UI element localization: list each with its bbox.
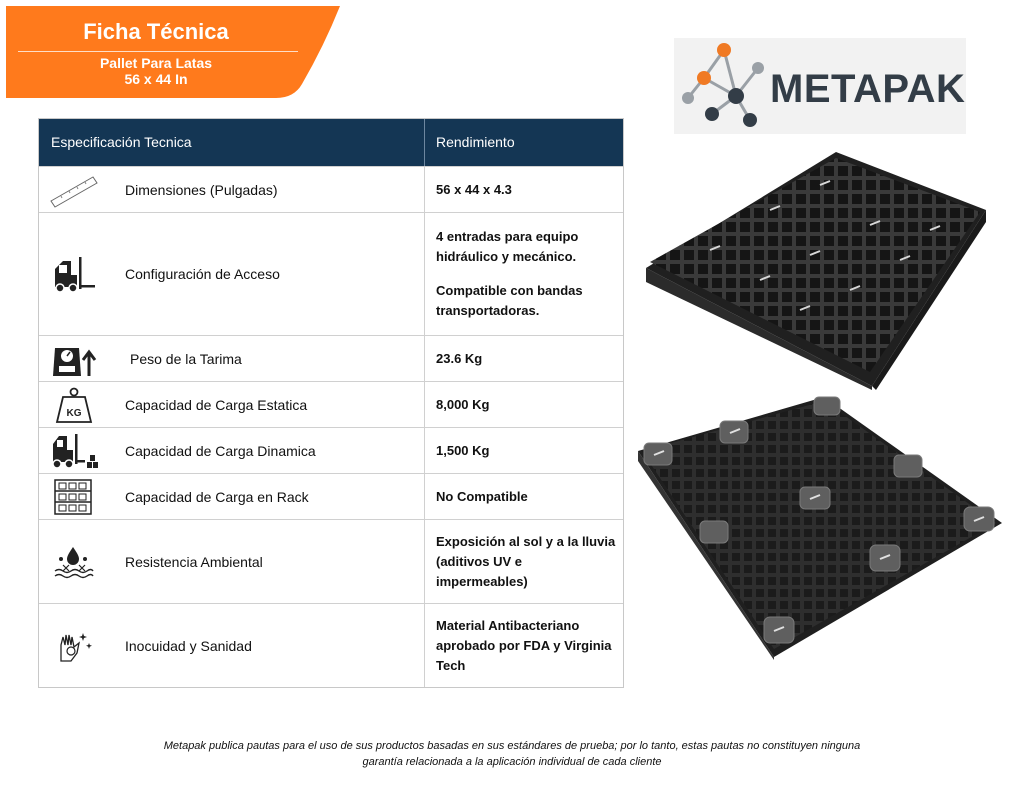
rack-icon xyxy=(49,478,99,516)
spec-value: 1,500 Kg xyxy=(436,442,490,458)
spec-label: Peso de la Tarima xyxy=(130,350,242,367)
spec-label: Capacidad de Carga Dinamica xyxy=(125,442,316,459)
weather-drops-icon xyxy=(49,543,99,581)
forklift-icon xyxy=(49,255,99,293)
table-row xyxy=(39,473,623,519)
disclaimer xyxy=(0,738,1024,770)
page-title: Ficha Técnica xyxy=(83,19,229,44)
spec-label: Dimensiones (Pulgadas) xyxy=(125,181,278,198)
spec-label: Resistencia Ambiental xyxy=(125,553,263,570)
metapak-logo xyxy=(674,38,966,134)
spec-value: Compatible con bandas transportadoras. xyxy=(436,283,583,318)
table-row xyxy=(39,381,623,427)
product-name: Pallet Para Latas xyxy=(99,55,213,71)
svg-text:KG: KG xyxy=(66,407,82,419)
disclaimer-line-1: Metapak publica pautas para el uso de sus productos basadas en sus estándares de prueba; por lo tanto, estas pautas no constituyen ninguna xyxy=(163,740,861,752)
spec-value: 4 entradas para equipo hidráulico y mecánico. xyxy=(436,229,579,264)
spec-label: Configuración de Acceso xyxy=(125,266,280,282)
table-row xyxy=(39,603,623,687)
table-row xyxy=(39,519,623,603)
table-row xyxy=(39,335,623,381)
ruler-icon xyxy=(49,171,99,209)
spec-value: Exposición al sol y a la lluvia (aditivos UV e impermeables) xyxy=(436,533,616,589)
spec-label: Inocuidad y Sanidad xyxy=(125,637,252,654)
product-size: 56 x 44 In xyxy=(124,71,188,87)
title-banner xyxy=(6,6,340,98)
col-performance-header: Rendimiento xyxy=(436,134,515,150)
network-logo-icon xyxy=(674,38,770,134)
table-header xyxy=(39,119,623,166)
scale-weight-icon xyxy=(49,340,99,378)
spec-value: 23.6 Kg xyxy=(436,350,483,366)
table-row xyxy=(39,427,623,473)
spec-label: Capacidad de Carga en Rack xyxy=(125,488,309,505)
brand-name: METAPAK xyxy=(770,67,966,111)
kg-weight-icon xyxy=(49,386,99,424)
spec-label: Capacidad de Carga Estatica xyxy=(125,396,308,413)
col-spec-header: Especificación Tecnica xyxy=(51,134,192,150)
spec-value: 8,000 Kg xyxy=(436,396,490,412)
spec-table xyxy=(38,118,624,688)
spec-value: No Compatible xyxy=(436,488,528,504)
disclaimer-line-2: garantía relacionada a la aplicación individual de cada cliente xyxy=(362,756,662,768)
clean-hand-icon xyxy=(49,627,99,665)
table-row xyxy=(39,212,623,335)
spec-value: 56 x 44 x 4.3 xyxy=(436,181,512,197)
pallet-top-image xyxy=(640,150,990,390)
pallet-bottom-image xyxy=(634,395,1006,660)
title-divider xyxy=(18,51,298,52)
spec-value: Material Antibacteriano aprobado por FDA y Virginia Tech xyxy=(436,617,612,673)
table-row xyxy=(39,166,623,212)
forklift-boxes-icon xyxy=(49,432,99,470)
